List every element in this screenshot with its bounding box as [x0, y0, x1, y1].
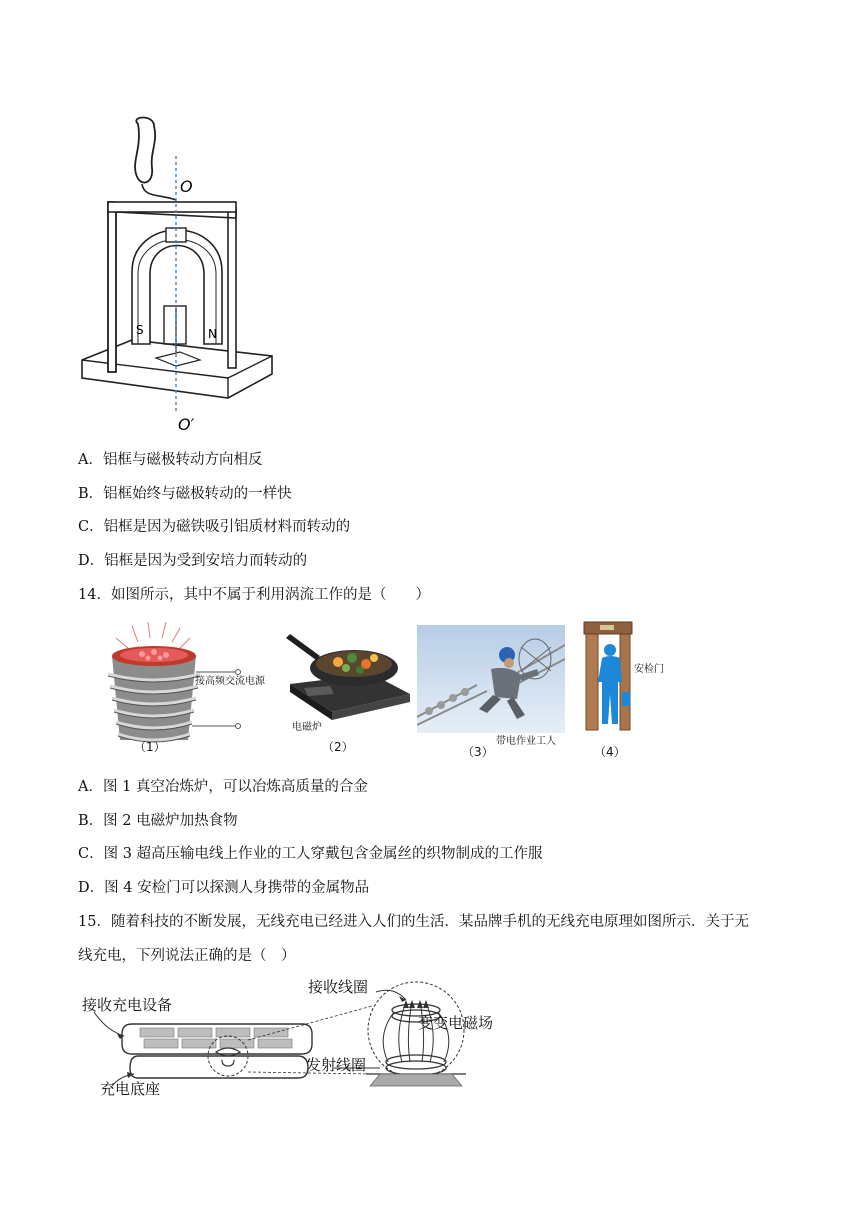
- q13-option-a: A．铝框与磁极转动方向相反: [78, 452, 263, 468]
- q13-option-c: C．铝框是因为磁铁吸引铝质材料而转动的: [78, 519, 351, 535]
- q13-option-b: B．铝框始终与磁极转动的一样快: [78, 486, 292, 502]
- figure-2-caption: 电磁炉: [292, 722, 322, 733]
- figure-4-number: （4）: [594, 745, 626, 759]
- figure-4-security-gate: [570, 620, 670, 732]
- q14-option-d: D．图 4 安检门可以探测人身携带的金属物品: [78, 880, 370, 896]
- pole-label-s: S: [136, 323, 144, 337]
- figure-2-induction-cooker: [282, 624, 414, 724]
- q13-option-d: D．铝框是因为受到安培力而转动的: [78, 553, 308, 569]
- axis-label-top: O: [180, 177, 193, 196]
- figure-4-caption: 安检门: [634, 664, 664, 675]
- label-alternating-field: 变变电磁场: [418, 1014, 494, 1032]
- figure-3-number: （3）: [462, 745, 494, 759]
- label-transmitter-coil: 发射线圈: [306, 1056, 367, 1074]
- label-charging-base: 充电底座: [100, 1080, 161, 1098]
- q14-option-b: B．图 2 电磁炉加热食物: [78, 813, 238, 829]
- figure-1-caption: 接高频交流电源: [195, 676, 265, 687]
- figure-1-number: （1）: [134, 740, 166, 754]
- q14-stem: 14．如图所示，其中不属于利用涡流工作的是（ ）: [78, 587, 430, 603]
- axis-label-bottom: O′: [178, 415, 195, 432]
- q15-stem-line-1: 15．随着科技的不断发展，无线充电已经进入人们的生活．某品牌手机的无线充电原理如图所示．关于无: [78, 914, 749, 930]
- figure-3-caption: 带电作业工人: [496, 736, 556, 747]
- label-receiver-device: 接收充电设备: [82, 996, 173, 1014]
- figure-1-furnace: [92, 620, 282, 762]
- figure-2-number: （2）: [322, 740, 354, 754]
- figure-3-live-line-worker: [417, 625, 565, 733]
- q14-option-c: C．图 3 超高压输电线上作业的工人穿戴包含金属丝的织物制成的工作服: [78, 846, 543, 862]
- q15-stem-line-2: 线充电，下列说法正确的是（ ）: [78, 948, 296, 964]
- pole-label-n: N: [208, 327, 217, 341]
- label-receiver-coil: 接收线圈: [308, 978, 369, 996]
- q14-option-a: A．图 1 真空冶炼炉，可以冶炼高质量的合金: [78, 779, 368, 795]
- rotating-frame-apparatus-figure: [80, 112, 300, 432]
